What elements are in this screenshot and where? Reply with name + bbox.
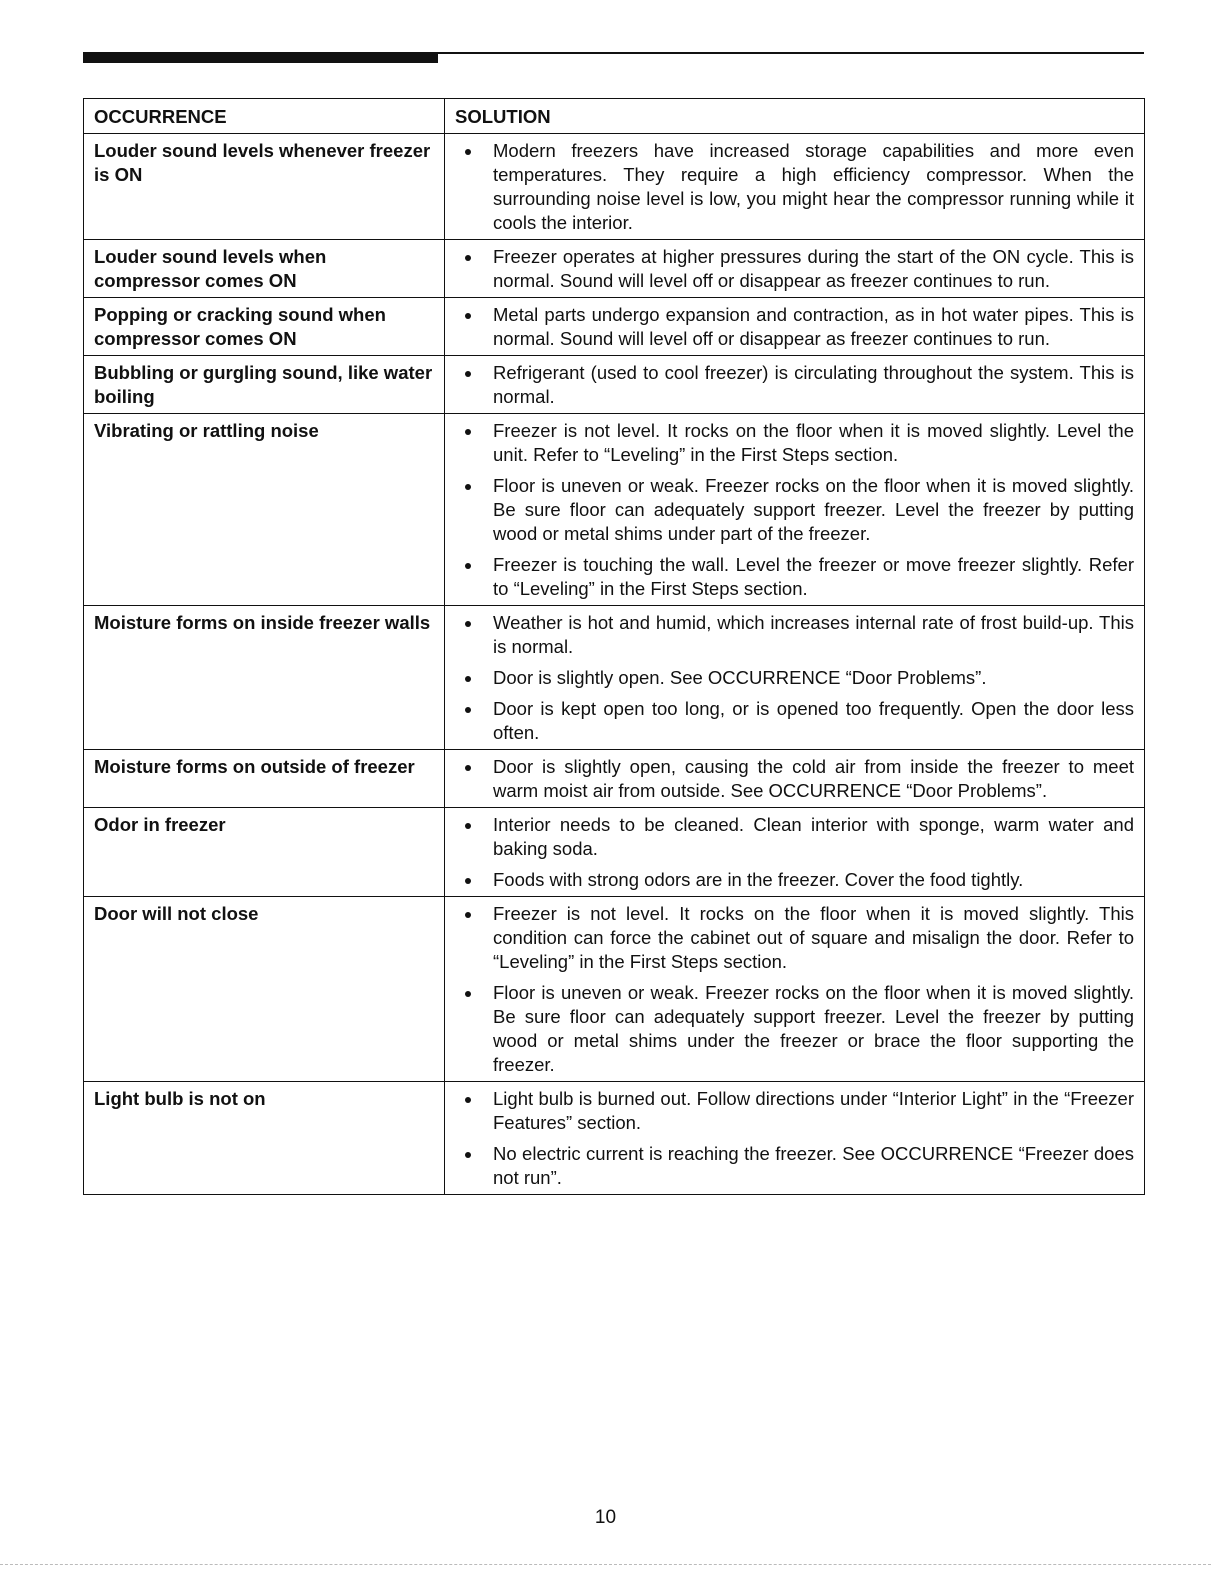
solution-cell <box>445 134 1145 240</box>
table-row <box>84 1082 1145 1195</box>
bullet-icon <box>465 765 471 771</box>
solution-item <box>455 666 1134 690</box>
troubleshooting-table <box>83 98 1145 1195</box>
table-row <box>84 240 1145 298</box>
solution-text: Door is kept open too long, or is opened too frequently. Open the door less often. <box>493 698 1134 743</box>
bullet-icon <box>465 313 471 319</box>
occurrence-column-header: OCCURRENCE <box>84 99 445 134</box>
occurrence-cell: Louder sound levels when compressor comes ON <box>84 240 445 298</box>
solution-text: Freezer is not level. It rocks on the floor when it is moved slightly. This condition can force the cabinet out of square and misalign the door. Refer to “Leveling” in the First Steps section. <box>493 903 1134 972</box>
solution-text: Metal parts undergo expansion and contraction, as in hot water pipes. This is normal. Sound will level off or disappear as freezer continues to run. <box>493 304 1134 349</box>
solution-text: Floor is uneven or weak. Freezer rocks on the floor when it is moved slightly. Be sure floor can adequately support freezer. Level the freezer by putting wood or metal shims under part of the freezer. <box>493 475 1134 544</box>
solution-item <box>455 611 1134 659</box>
table-body <box>84 134 1145 1195</box>
solution-item <box>455 139 1134 235</box>
table-row <box>84 808 1145 897</box>
solution-cell <box>445 606 1145 750</box>
table-row <box>84 750 1145 808</box>
solution-text: Refrigerant (used to cool freezer) is circulating throughout the system. This is normal. <box>493 362 1134 407</box>
solution-text: Door is slightly open. See OCCURRENCE “Door Problems”. <box>493 667 987 688</box>
solution-list <box>455 611 1134 745</box>
solution-cell <box>445 1082 1145 1195</box>
solution-cell <box>445 808 1145 897</box>
solution-list <box>455 755 1134 803</box>
occurrence-cell: Odor in freezer <box>84 808 445 897</box>
table-row <box>84 897 1145 1082</box>
occurrence-cell: Vibrating or rattling noise <box>84 414 445 606</box>
bullet-icon <box>465 563 471 569</box>
occurrence-cell: Moisture forms on inside freezer walls <box>84 606 445 750</box>
solution-list <box>455 361 1134 409</box>
solution-text: Light bulb is burned out. Follow directions under “Interior Light” in the “Freezer Features” section. <box>493 1088 1134 1133</box>
solution-text: Door is slightly open, causing the cold air from inside the freezer to meet warm moist air from outside. See OCCURRENCE “Door Problems”. <box>493 756 1134 801</box>
bullet-icon <box>465 676 471 682</box>
solution-list <box>455 813 1134 892</box>
solution-cell <box>445 414 1145 606</box>
solution-item <box>455 697 1134 745</box>
solution-item <box>455 245 1134 293</box>
occurrence-cell: Bubbling or gurgling sound, like water boiling <box>84 356 445 414</box>
page-number: 10 <box>594 1507 617 1528</box>
solution-list <box>455 245 1134 293</box>
solution-list <box>455 419 1134 601</box>
solution-cell <box>445 897 1145 1082</box>
table-row <box>84 414 1145 606</box>
solution-item <box>455 419 1134 467</box>
table-header-row <box>84 99 1145 134</box>
solution-list <box>455 139 1134 235</box>
table-row <box>84 606 1145 750</box>
solution-list <box>455 902 1134 1077</box>
bullet-icon <box>465 878 471 884</box>
occurrence-cell: Popping or cracking sound when compressor comes ON <box>84 298 445 356</box>
solution-cell <box>445 240 1145 298</box>
occurrence-cell: Light bulb is not on <box>84 1082 445 1195</box>
occurrence-cell: Louder sound levels whenever freezer is ON <box>84 134 445 240</box>
table-row <box>84 134 1145 240</box>
bullet-icon <box>465 991 471 997</box>
bullet-icon <box>465 149 471 155</box>
solution-text: No electric current is reaching the freezer. See OCCURRENCE “Freezer does not run”. <box>493 1143 1134 1188</box>
solution-text: Freezer operates at higher pressures during the start of the ON cycle. This is normal. Sound will level off or disappear as freezer continues to run. <box>493 246 1134 291</box>
bullet-icon <box>465 371 471 377</box>
occurrence-cell: Door will not close <box>84 897 445 1082</box>
solution-list <box>455 303 1134 351</box>
solution-text: Foods with strong odors are in the freezer. Cover the food tightly. <box>493 869 1024 890</box>
solution-item <box>455 1142 1134 1190</box>
bullet-icon <box>465 707 471 713</box>
solution-text: Floor is uneven or weak. Freezer rocks on the floor when it is moved slightly. Be sure floor can adequately support freezer. Level the freezer by putting wood or metal shims under the freezer or brace the floor supporting the freezer. <box>493 982 1134 1075</box>
bullet-icon <box>465 429 471 435</box>
solution-item <box>455 868 1134 892</box>
table-row <box>84 356 1145 414</box>
bullet-icon <box>465 255 471 261</box>
solution-item <box>455 474 1134 546</box>
solution-cell <box>445 750 1145 808</box>
solution-text: Interior needs to be cleaned. Clean interior with sponge, warm water and baking soda. <box>493 814 1134 859</box>
solution-item <box>455 902 1134 974</box>
solution-cell <box>445 298 1145 356</box>
solution-item <box>455 755 1134 803</box>
occurrence-cell: Moisture forms on outside of freezer <box>84 750 445 808</box>
bullet-icon <box>465 484 471 490</box>
solution-item <box>455 361 1134 409</box>
bullet-icon <box>465 1152 471 1158</box>
header-rule-bar <box>83 52 438 63</box>
solution-text: Freezer is touching the wall. Level the freezer or move freezer slightly. Refer to “Leveling” in the First Steps section. <box>493 554 1134 599</box>
bottom-scan-edge <box>0 1564 1211 1566</box>
solution-column-header: SOLUTION <box>445 99 1145 134</box>
solution-item <box>455 1087 1134 1135</box>
solution-item <box>455 553 1134 601</box>
solution-item <box>455 813 1134 861</box>
solution-list <box>455 1087 1134 1190</box>
solution-item <box>455 303 1134 351</box>
solution-cell <box>445 356 1145 414</box>
solution-text: Modern freezers have increased storage capabilities and more even temperatures. They require a high efficiency compressor. When the surrounding noise level is low, you might hear the compressor running while it cools the interior. <box>493 140 1134 233</box>
bullet-icon <box>465 823 471 829</box>
solution-item <box>455 981 1134 1077</box>
bullet-icon <box>465 1097 471 1103</box>
table-row <box>84 298 1145 356</box>
solution-text: Weather is hot and humid, which increases internal rate of frost build-up. This is normal. <box>493 612 1134 657</box>
bullet-icon <box>465 621 471 627</box>
bullet-icon <box>465 912 471 918</box>
solution-text: Freezer is not level. It rocks on the floor when it is moved slightly. Level the unit. Refer to “Leveling” in the First Steps section. <box>493 420 1134 465</box>
